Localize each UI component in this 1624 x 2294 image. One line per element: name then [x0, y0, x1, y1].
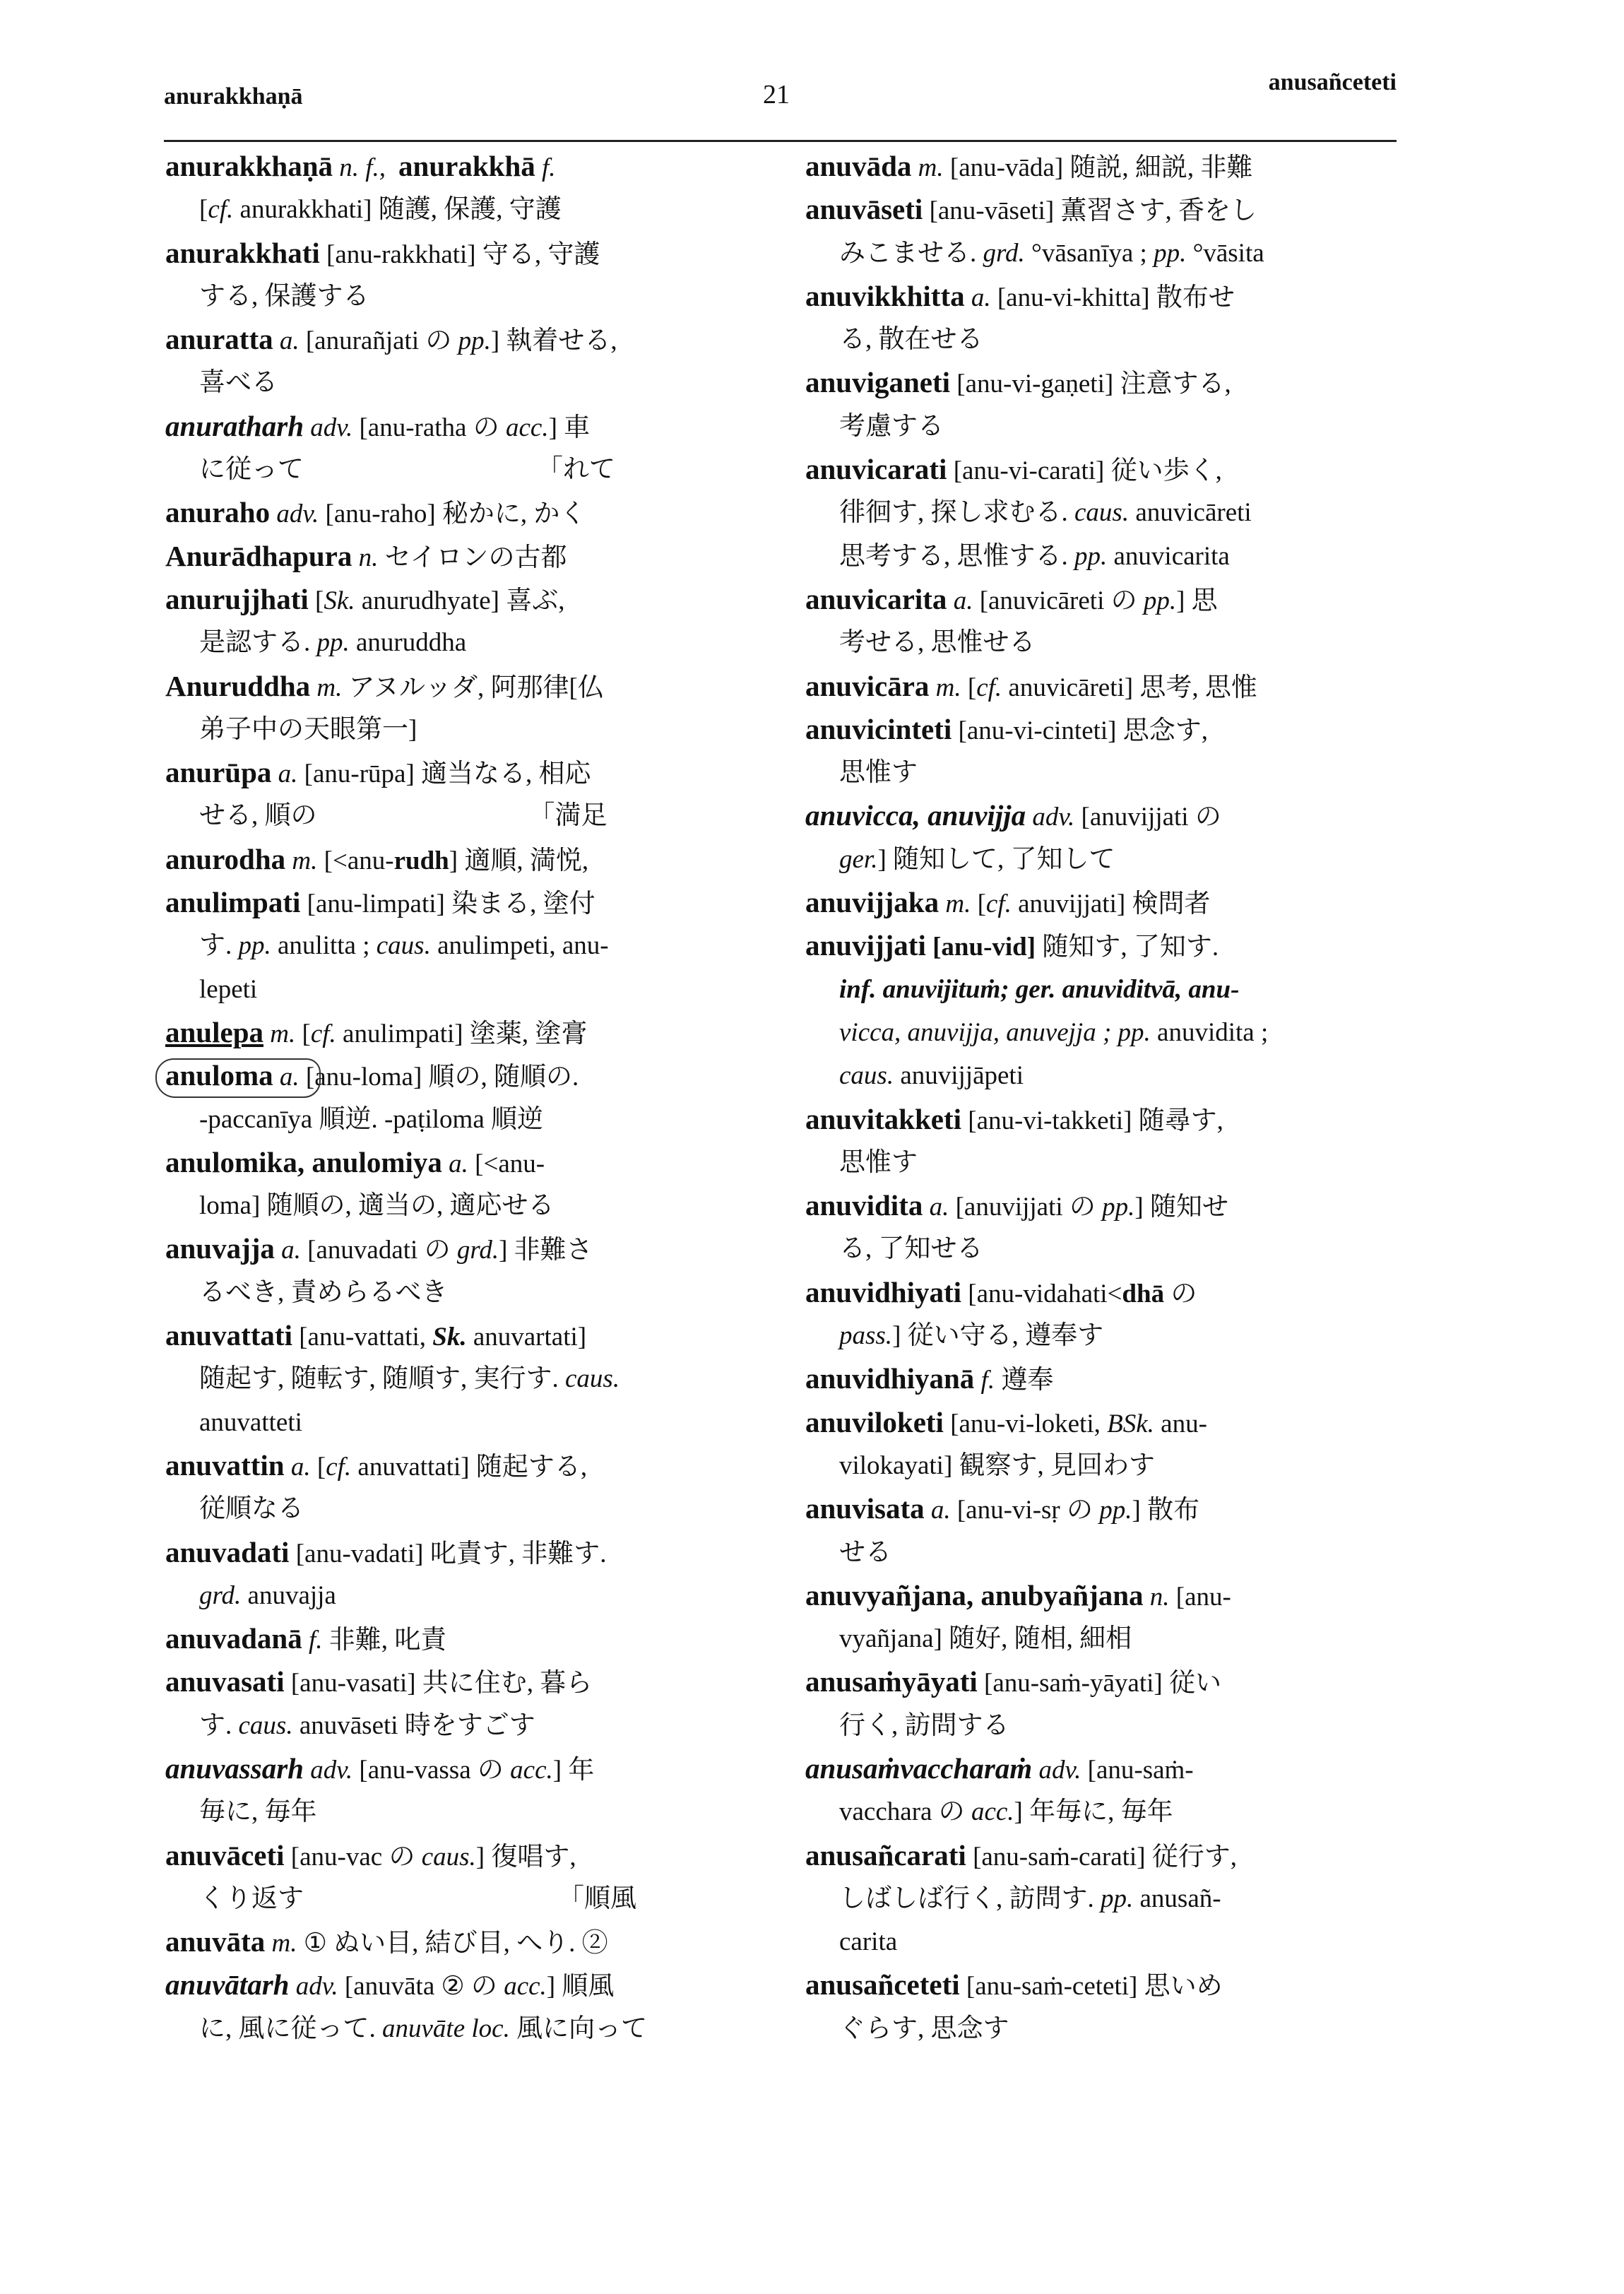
- dict-line: anuratta a. [anurañjati の pp.] 執着せる,: [165, 323, 617, 356]
- dict-line: 随起す, 随転す, 随順す, 実行す. caus.: [199, 1364, 620, 1394]
- dict-line: anuviganeti [anu-vi-gaṇeti] 注意する,: [805, 366, 1231, 399]
- dict-line: -paccanīya 順逆. -paṭiloma 順逆: [199, 1104, 543, 1134]
- right-column: [805, 145, 1399, 2050]
- dict-line: 毎に, 毎年: [199, 1797, 317, 1827]
- dict-line: anuvadati [anu-vadati] 叱責す, 非難す.: [165, 1535, 607, 1568]
- dict-line: anurujjhati [Sk. anurudhyate] 喜ぶ,: [165, 582, 565, 615]
- dict-line: anuvidhiyanā f. 遵奉: [805, 1362, 1054, 1395]
- dict-line: anuvijjaka m. [cf. anuvijjati] 検問者: [805, 886, 1211, 919]
- dict-line: inf. anuvijituṁ; ger. anuviditvā, anu-: [839, 974, 1240, 1004]
- dict-line: 是認する. pp. anuruddha: [199, 628, 467, 658]
- dict-line: Anurādhapura n. セイロンの古都: [165, 539, 567, 572]
- dict-line: anuvajja a. [anuvadati の grd.] 非難さ: [165, 1232, 593, 1265]
- dict-line: anuvatteti: [199, 1407, 302, 1437]
- dict-line: grd. anuvajja: [199, 1580, 336, 1610]
- dict-line: carita: [839, 1927, 898, 1957]
- dict-line: anuvidita a. [anuvijjati の pp.] 随知せ: [805, 1189, 1228, 1222]
- dict-line: anuvattin a. [cf. anuvattati] 随起する,: [165, 1448, 588, 1482]
- dict-line: くり返す 「順風: [199, 1884, 636, 1913]
- dict-line: anuvicarita a. [anuvicāreti の pp.] 思: [805, 582, 1218, 615]
- left-column: [165, 145, 756, 2050]
- dict-line: anuvāta m. ① ぬい目, 結び目, へり. ②: [165, 1925, 608, 1958]
- dict-line: anuraho adv. [anu-raho] 秘かに, かく: [165, 496, 586, 529]
- dict-line: anurakkhati [anu-rakkhati] 守る, 守護: [165, 236, 600, 269]
- dict-line: anuvicarati [anu-vi-carati] 従い歩く,: [805, 453, 1222, 486]
- dict-line: に, 風に従って. anuvāte loc. 風に向って: [199, 2014, 648, 2043]
- dict-line: する, 保護する: [199, 281, 369, 311]
- dict-line: みこませる. grd. °vāsanīya ; pp. °vāsita: [839, 238, 1264, 268]
- page-number: 21: [763, 80, 790, 110]
- dict-line: 行く, 訪問する: [839, 1710, 1009, 1740]
- dict-line: anuviloketi [anu-vi-loketi, BSk. anu-: [805, 1405, 1207, 1438]
- dict-line: anuvassarh adv. [anu-vassa の acc.] 年: [165, 1751, 595, 1785]
- dict-line: る, 了知せる: [839, 1234, 983, 1264]
- dict-line: す. caus. anuvāseti 時をすごす: [199, 1710, 535, 1740]
- dict-line: す. pp. anulitta ; caus. anulimpeti, anu-: [199, 931, 609, 961]
- dict-line: caus. anuvijjāpeti: [839, 1061, 1024, 1091]
- dict-line: せる, 順の 「満足: [199, 801, 607, 831]
- dict-line: 徘徊す, 探し求むる. caus. anuvicāreti: [839, 498, 1252, 528]
- dict-line: anulomika, anulomiya a. [<anu-: [165, 1145, 545, 1178]
- dict-line: 考せる, 思惟せる: [839, 628, 1036, 658]
- dict-line: Anuruddha m. アヌルッダ, 阿那律[仏: [165, 669, 604, 702]
- dict-line: vyañjana] 随好, 随相, 細相: [839, 1624, 1132, 1654]
- dict-line: anurūpa a. [anu-rūpa] 適当なる, 相応: [165, 756, 591, 789]
- dict-line: anuratharh adv. [anu-ratha の acc.] 車: [165, 409, 591, 442]
- dict-line: anuvadanā f. 非難, 叱責: [165, 1622, 447, 1655]
- dict-line: anuvattati [anu-vattati, Sk. anuvartati]: [165, 1319, 587, 1352]
- dict-line: pass.] 従い守る, 遵奉す: [839, 1321, 1104, 1351]
- dict-line: る, 散在せる: [839, 325, 983, 355]
- dict-line: anusaṁvaccharaṁ adv. [anu-saṁ-: [805, 1751, 1194, 1785]
- dict-line: anuvātarh adv. [anuvāta ② の acc.] 順風: [165, 1968, 615, 2002]
- dict-line: anuvāda m. [anu-vāda] 随説, 細説, 非難: [805, 150, 1253, 182]
- dict-line: に従って 「れて: [199, 455, 615, 485]
- dict-line: anusañcarati [anu-saṁ-carati] 従行す,: [805, 1838, 1238, 1872]
- dict-line: anuloma a. [anu-loma] 順の, 随順の.: [165, 1054, 756, 1097]
- dict-line: [cf. anurakkhati] 随護, 保護, 守護: [199, 195, 562, 225]
- header-rule: [164, 140, 1397, 142]
- dict-line: 従順なる: [199, 1494, 304, 1524]
- header-left-guideword: anurakkhaṇā: [164, 83, 303, 110]
- dict-line: anuvāseti [anu-vāseti] 薫習さす, 香をし: [805, 193, 1257, 226]
- dict-line: anurodha m. [<anu-rudh] 適順, 満悦,: [165, 842, 589, 875]
- dict-line: anulepa m. [cf. anulimpati] 塗薬, 塗膏: [165, 1015, 588, 1048]
- dict-line: anuvikkhitta a. [anu-vi-khitta] 散布せ: [805, 279, 1235, 312]
- dict-line: るべき, 責めらるべき: [199, 1277, 448, 1307]
- dict-line: anuvidhiyati [anu-vidahati<dhā の: [805, 1275, 1197, 1308]
- dict-line: 考慮する: [839, 411, 944, 441]
- dict-line: 喜べる: [199, 368, 278, 398]
- dict-line: anuvitakketi [anu-vi-takketi] 随尋す,: [805, 1102, 1223, 1135]
- dict-line: anuvisata a. [anu-vi-sṛ の pp.] 散布: [805, 1492, 1200, 1525]
- dict-line: 思考する, 思惟する. pp. anuvicarita: [839, 541, 1230, 571]
- dict-line: loma] 随順の, 適当の, 適応せる: [199, 1191, 555, 1221]
- dict-line: anusañceteti [anu-saṁ-ceteti] 思いめ: [805, 1968, 1223, 2002]
- dict-line: anuvicinteti [anu-vi-cinteti] 思念す,: [805, 712, 1208, 745]
- hand-drawn-circle-mark: anuloma: [165, 1054, 273, 1099]
- dict-line: anuvijjati [anu-vid] 随知す, 了知す.: [805, 929, 1219, 962]
- dict-line: 思惟す: [839, 1147, 918, 1177]
- dict-line: lepeti: [199, 974, 258, 1004]
- header-right-guideword: anusañceteti: [1268, 69, 1397, 95]
- dict-line: ger.] 随知して, 了知して: [839, 844, 1115, 874]
- dict-line: anusaṁyāyati [anu-saṁ-yāyati] 従い: [805, 1665, 1221, 1698]
- dict-line: 弟子中の天眼第一]: [199, 714, 417, 744]
- dict-line: vacchara の acc.] 年毎に, 毎年: [839, 1797, 1173, 1827]
- dict-line: anulimpati [anu-limpati] 染まる, 塗付: [165, 886, 595, 919]
- dict-line: anuvasati [anu-vasati] 共に住む, 暮ら: [165, 1665, 593, 1698]
- dict-line: ぐらす, 思念す: [839, 2014, 1009, 2043]
- dict-line: vicca, anuvijja, anuvejja ; pp. anuvidita ;: [839, 1017, 1269, 1047]
- dict-line: anuvicāra m. [cf. anuvicāreti] 思考, 思惟: [805, 669, 1257, 702]
- dict-line: しばしば行く, 訪問す. pp. anusañ-: [839, 1884, 1221, 1913]
- dict-line: anuvicca, anuvijja adv. [anuvijjati の: [805, 799, 1221, 832]
- dict-line: vilokayati] 観察す, 見回わす: [839, 1450, 1156, 1480]
- dict-line: anurakkhaṇā n. f., anurakkhā f.: [165, 150, 556, 182]
- dict-line: 思惟す: [839, 758, 918, 788]
- dict-line: anuvyañjana, anubyañjana n. [anu-: [805, 1578, 1231, 1612]
- dict-line: anuvāceti [anu-vac の caus.] 復唱す,: [165, 1838, 576, 1872]
- dict-line: せる: [839, 1537, 891, 1567]
